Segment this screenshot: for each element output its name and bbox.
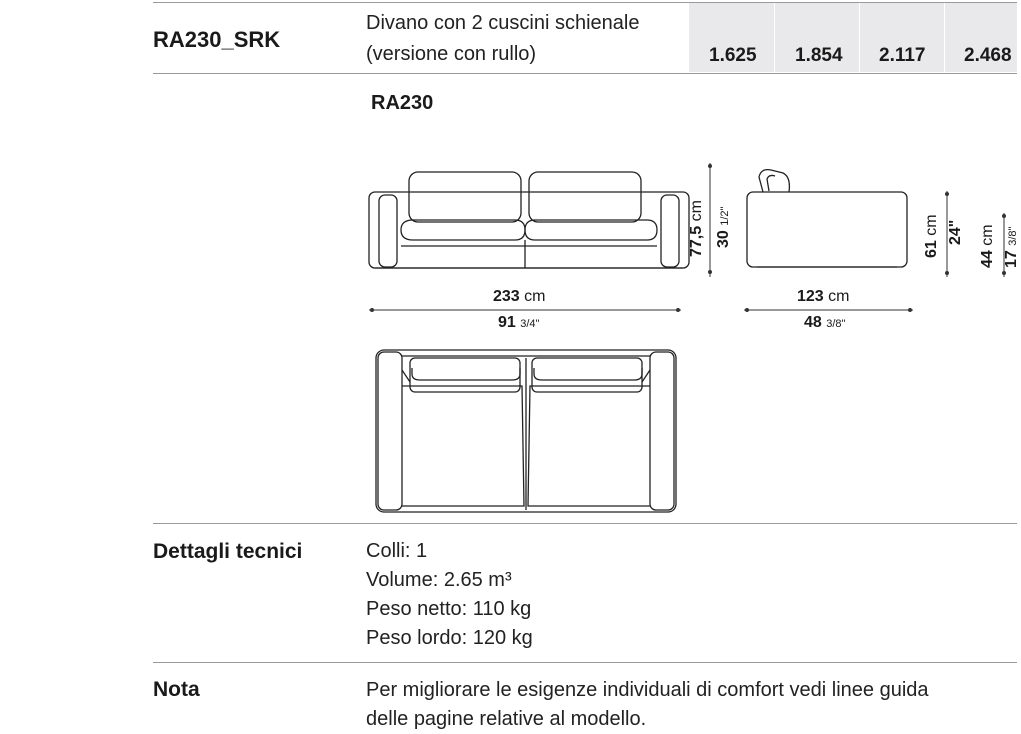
depth-cm-unit: cm (828, 288, 850, 305)
note-label: Nota (153, 678, 200, 701)
note-rule (153, 662, 1017, 663)
row-rule (153, 73, 1017, 74)
technical-line-packages: Colli: 1 (366, 540, 428, 562)
arm-height-cm-value: 61 (923, 240, 940, 258)
price-4: 2.468 (964, 45, 1012, 66)
front-width-in-frac: 3/4" (520, 318, 540, 330)
height-in-value: 30 (715, 230, 732, 248)
technical-line-volume: Volume: 2.65 m³ (366, 569, 512, 591)
technical-label: Dettagli tecnici (153, 540, 303, 563)
product-description-line1: Divano con 2 cuscini schienale (366, 12, 640, 34)
technical-line-net-weight: Peso netto: 110 kg (366, 598, 532, 620)
price-1: 1.625 (709, 45, 757, 66)
note-line2: delle pagine relative al modello. (366, 708, 647, 730)
depth-in-value: 48 (804, 314, 822, 331)
depth-cm-value: 123 (797, 288, 824, 305)
front-width-in-value: 91 (498, 314, 516, 331)
technical-rule (153, 523, 1017, 524)
price-3: 2.117 (879, 45, 926, 66)
seat-height-cm-label (979, 224, 997, 268)
arm-height-in-label (947, 220, 965, 245)
technical-details-list (366, 537, 533, 653)
front-width-cm-label (493, 288, 545, 306)
product-code: RA230_SRK (153, 27, 281, 52)
top-view-drawing (372, 346, 680, 516)
front-width-in-label (498, 314, 539, 332)
arm-height-in-value: 24" (947, 219, 964, 245)
seat-height-cm-unit: cm (979, 224, 996, 246)
height-in-frac: 1/2" (719, 206, 731, 226)
note-text (366, 676, 929, 734)
note-line1: Per migliorare le esigenze individuali di comfort vedi linee guida (366, 679, 929, 701)
front-view-drawing (365, 160, 695, 280)
seat-height-in-value: 17 (1003, 250, 1020, 268)
depth-in-label (804, 314, 845, 332)
depth-in-frac: 3/8" (826, 318, 846, 330)
seat-height-in-label (1003, 227, 1021, 268)
technical-line-gross-weight: Peso lordo: 120 kg (366, 627, 533, 649)
height-in-label (715, 207, 733, 248)
front-width-cm-value: 233 (493, 288, 520, 305)
height-cm-value: 77,5 (688, 225, 705, 257)
arm-height-cm-label (923, 214, 941, 258)
arm-height-cm-unit: cm (923, 214, 940, 236)
seat-height-in-frac: 3/8" (1007, 226, 1019, 246)
height-cm-unit: cm (688, 200, 705, 222)
product-description-line2: (versione con rullo) (366, 43, 537, 65)
height-cm-label (688, 200, 706, 257)
model-title: RA230 (371, 92, 434, 114)
price-2: 1.854 (795, 45, 843, 66)
front-width-cm-unit: cm (524, 288, 546, 305)
seat-height-cm-value: 44 (979, 250, 996, 268)
depth-cm-label (797, 288, 849, 306)
side-view-drawing (745, 165, 915, 275)
